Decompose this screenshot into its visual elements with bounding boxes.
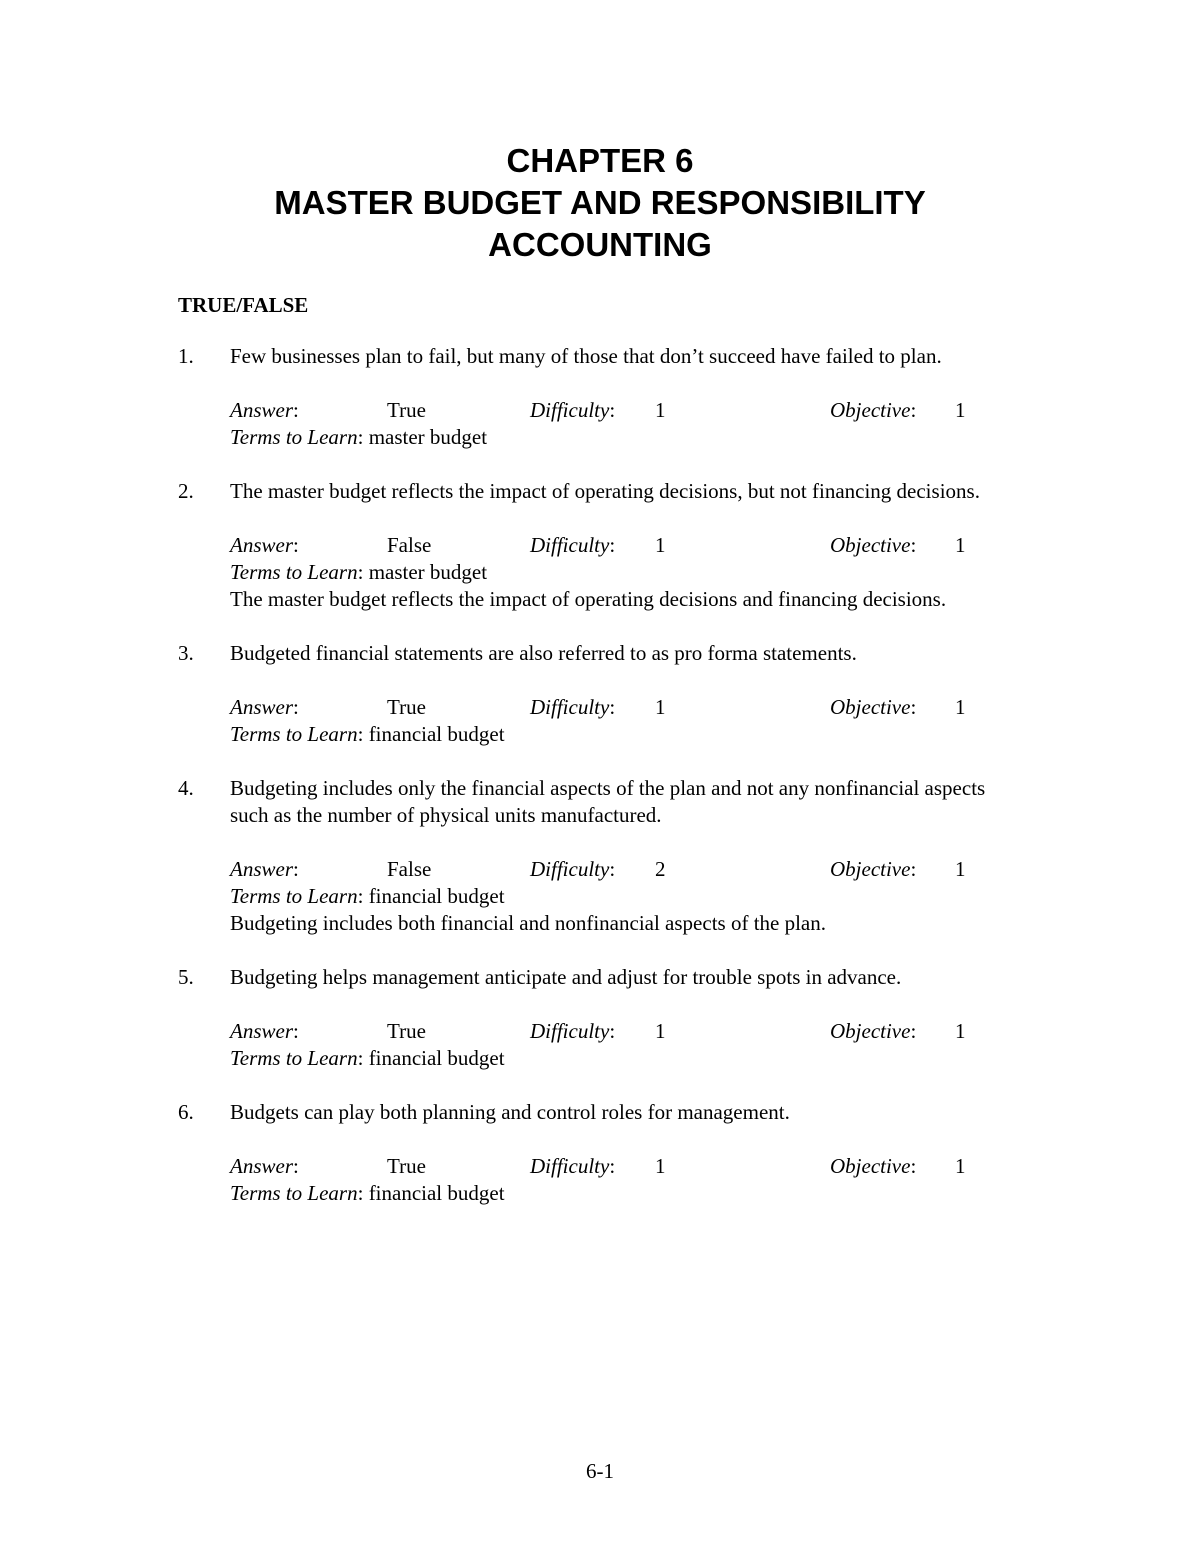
objective-label: Objective: [830,398,917,422]
terms-row [230,1180,1018,1207]
answer-label: Answer: [230,533,299,557]
question-number: 3. [178,641,194,665]
answer-value: True [387,1019,426,1043]
objective-value: 1 [955,1154,966,1178]
question-item [178,640,1018,748]
answer-label: Answer: [230,398,299,422]
objective-value: 1 [955,398,966,422]
answer-label: Answer: [230,1154,299,1178]
answer-value: False [387,533,432,557]
question-number: 6. [178,1100,194,1124]
objective-value: 1 [955,533,966,557]
chapter-number: CHAPTER 6 [506,142,694,179]
question-text: Budgeted financial statements are also referred to as pro forma statements. [230,641,857,665]
terms-colon: : [357,560,364,584]
answer-row [230,694,1018,721]
difficulty-value: 2 [655,857,666,881]
objective-label: Objective: [830,1019,917,1043]
difficulty-value: 1 [655,398,666,422]
question-item [178,343,1018,451]
question-item [178,1099,1018,1207]
question-text: Budgets can play both planning and control roles for management. [230,1100,790,1124]
terms-colon: : [357,1046,364,1070]
question-text: The master budget reflects the impact of operating decisions, but not financing decisions. [230,479,980,503]
answer-value: False [387,857,432,881]
difficulty-label: Difficulty: [530,1154,616,1178]
terms-label: Terms to Learn [230,425,358,449]
terms-label: Terms to Learn [230,560,358,584]
answer-value: True [387,1154,426,1178]
answer-explanation: Budgeting includes both financial and nonfinancial aspects of the plan. [230,911,826,935]
question-item [178,775,1018,937]
answer-explanation: The master budget reflects the impact of operating decisions and financing decisions. [230,587,947,611]
question-body [230,1099,1018,1207]
answer-label: Answer: [230,695,299,719]
terms-row [230,1045,1018,1072]
terms-label: Terms to Learn [230,1046,358,1070]
chapter-title-line-1: MASTER BUDGET AND RESPONSIBILITY [274,184,926,221]
answer-value: True [387,695,426,719]
question-number: 1. [178,344,194,368]
terms-colon: : [357,425,364,449]
question-number: 2. [178,479,194,503]
question-body [230,478,1018,613]
terms-row [230,883,1018,910]
chapter-heading [0,140,1200,266]
difficulty-label: Difficulty: [530,398,616,422]
answer-label: Answer: [230,1019,299,1043]
answer-row [230,1018,1018,1045]
question-text: Few businesses plan to fail, but many of those that don’t succeed have failed to plan. [230,344,942,368]
answer-label: Answer: [230,857,299,881]
answer-value: True [387,398,426,422]
question-body [230,775,1018,937]
terms-value: financial budget [368,1181,505,1205]
terms-label: Terms to Learn [230,884,358,908]
terms-value: master budget [368,560,488,584]
answer-row [230,532,1018,559]
objective-value: 1 [955,695,966,719]
terms-label: Terms to Learn [230,722,358,746]
question-body [230,964,1018,1072]
difficulty-label: Difficulty: [530,857,616,881]
terms-value: financial budget [368,1046,505,1070]
answer-row [230,397,1018,424]
difficulty-value: 1 [655,1154,666,1178]
difficulty-label: Difficulty: [530,533,616,557]
objective-value: 1 [955,857,966,881]
question-body [230,640,1018,748]
difficulty-value: 1 [655,1019,666,1043]
section-title: TRUE/FALSE [178,293,309,317]
terms-row [230,721,1018,748]
chapter-title-line-2: ACCOUNTING [488,226,712,263]
terms-colon: : [357,884,364,908]
terms-value: financial budget [368,722,505,746]
difficulty-label: Difficulty: [530,1019,616,1043]
terms-colon: : [357,722,364,746]
objective-label: Objective: [830,1154,917,1178]
difficulty-value: 1 [655,533,666,557]
question-text: Budgeting helps management anticipate and adjust for trouble spots in advance. [230,965,902,989]
terms-row [230,559,1018,586]
answer-row [230,1153,1018,1180]
difficulty-label: Difficulty: [530,695,616,719]
objective-label: Objective: [830,695,917,719]
terms-value: financial budget [368,884,505,908]
question-item [178,478,1018,613]
difficulty-value: 1 [655,695,666,719]
terms-colon: : [357,1181,364,1205]
question-number: 5. [178,965,194,989]
question-text: Budgeting includes only the financial aspects of the plan and not any nonfinancial aspects such as the number of physical units manufactured. [230,776,986,827]
terms-row [230,424,1018,451]
answer-row [230,856,1018,883]
terms-label: Terms to Learn [230,1181,358,1205]
question-body [230,343,1018,451]
question-item [178,964,1018,1072]
objective-value: 1 [955,1019,966,1043]
terms-value: master budget [368,425,488,449]
question-number: 4. [178,776,194,800]
objective-label: Objective: [830,533,917,557]
page-number: 6-1 [586,1459,614,1483]
objective-label: Objective: [830,857,917,881]
question-list [178,343,1018,1234]
